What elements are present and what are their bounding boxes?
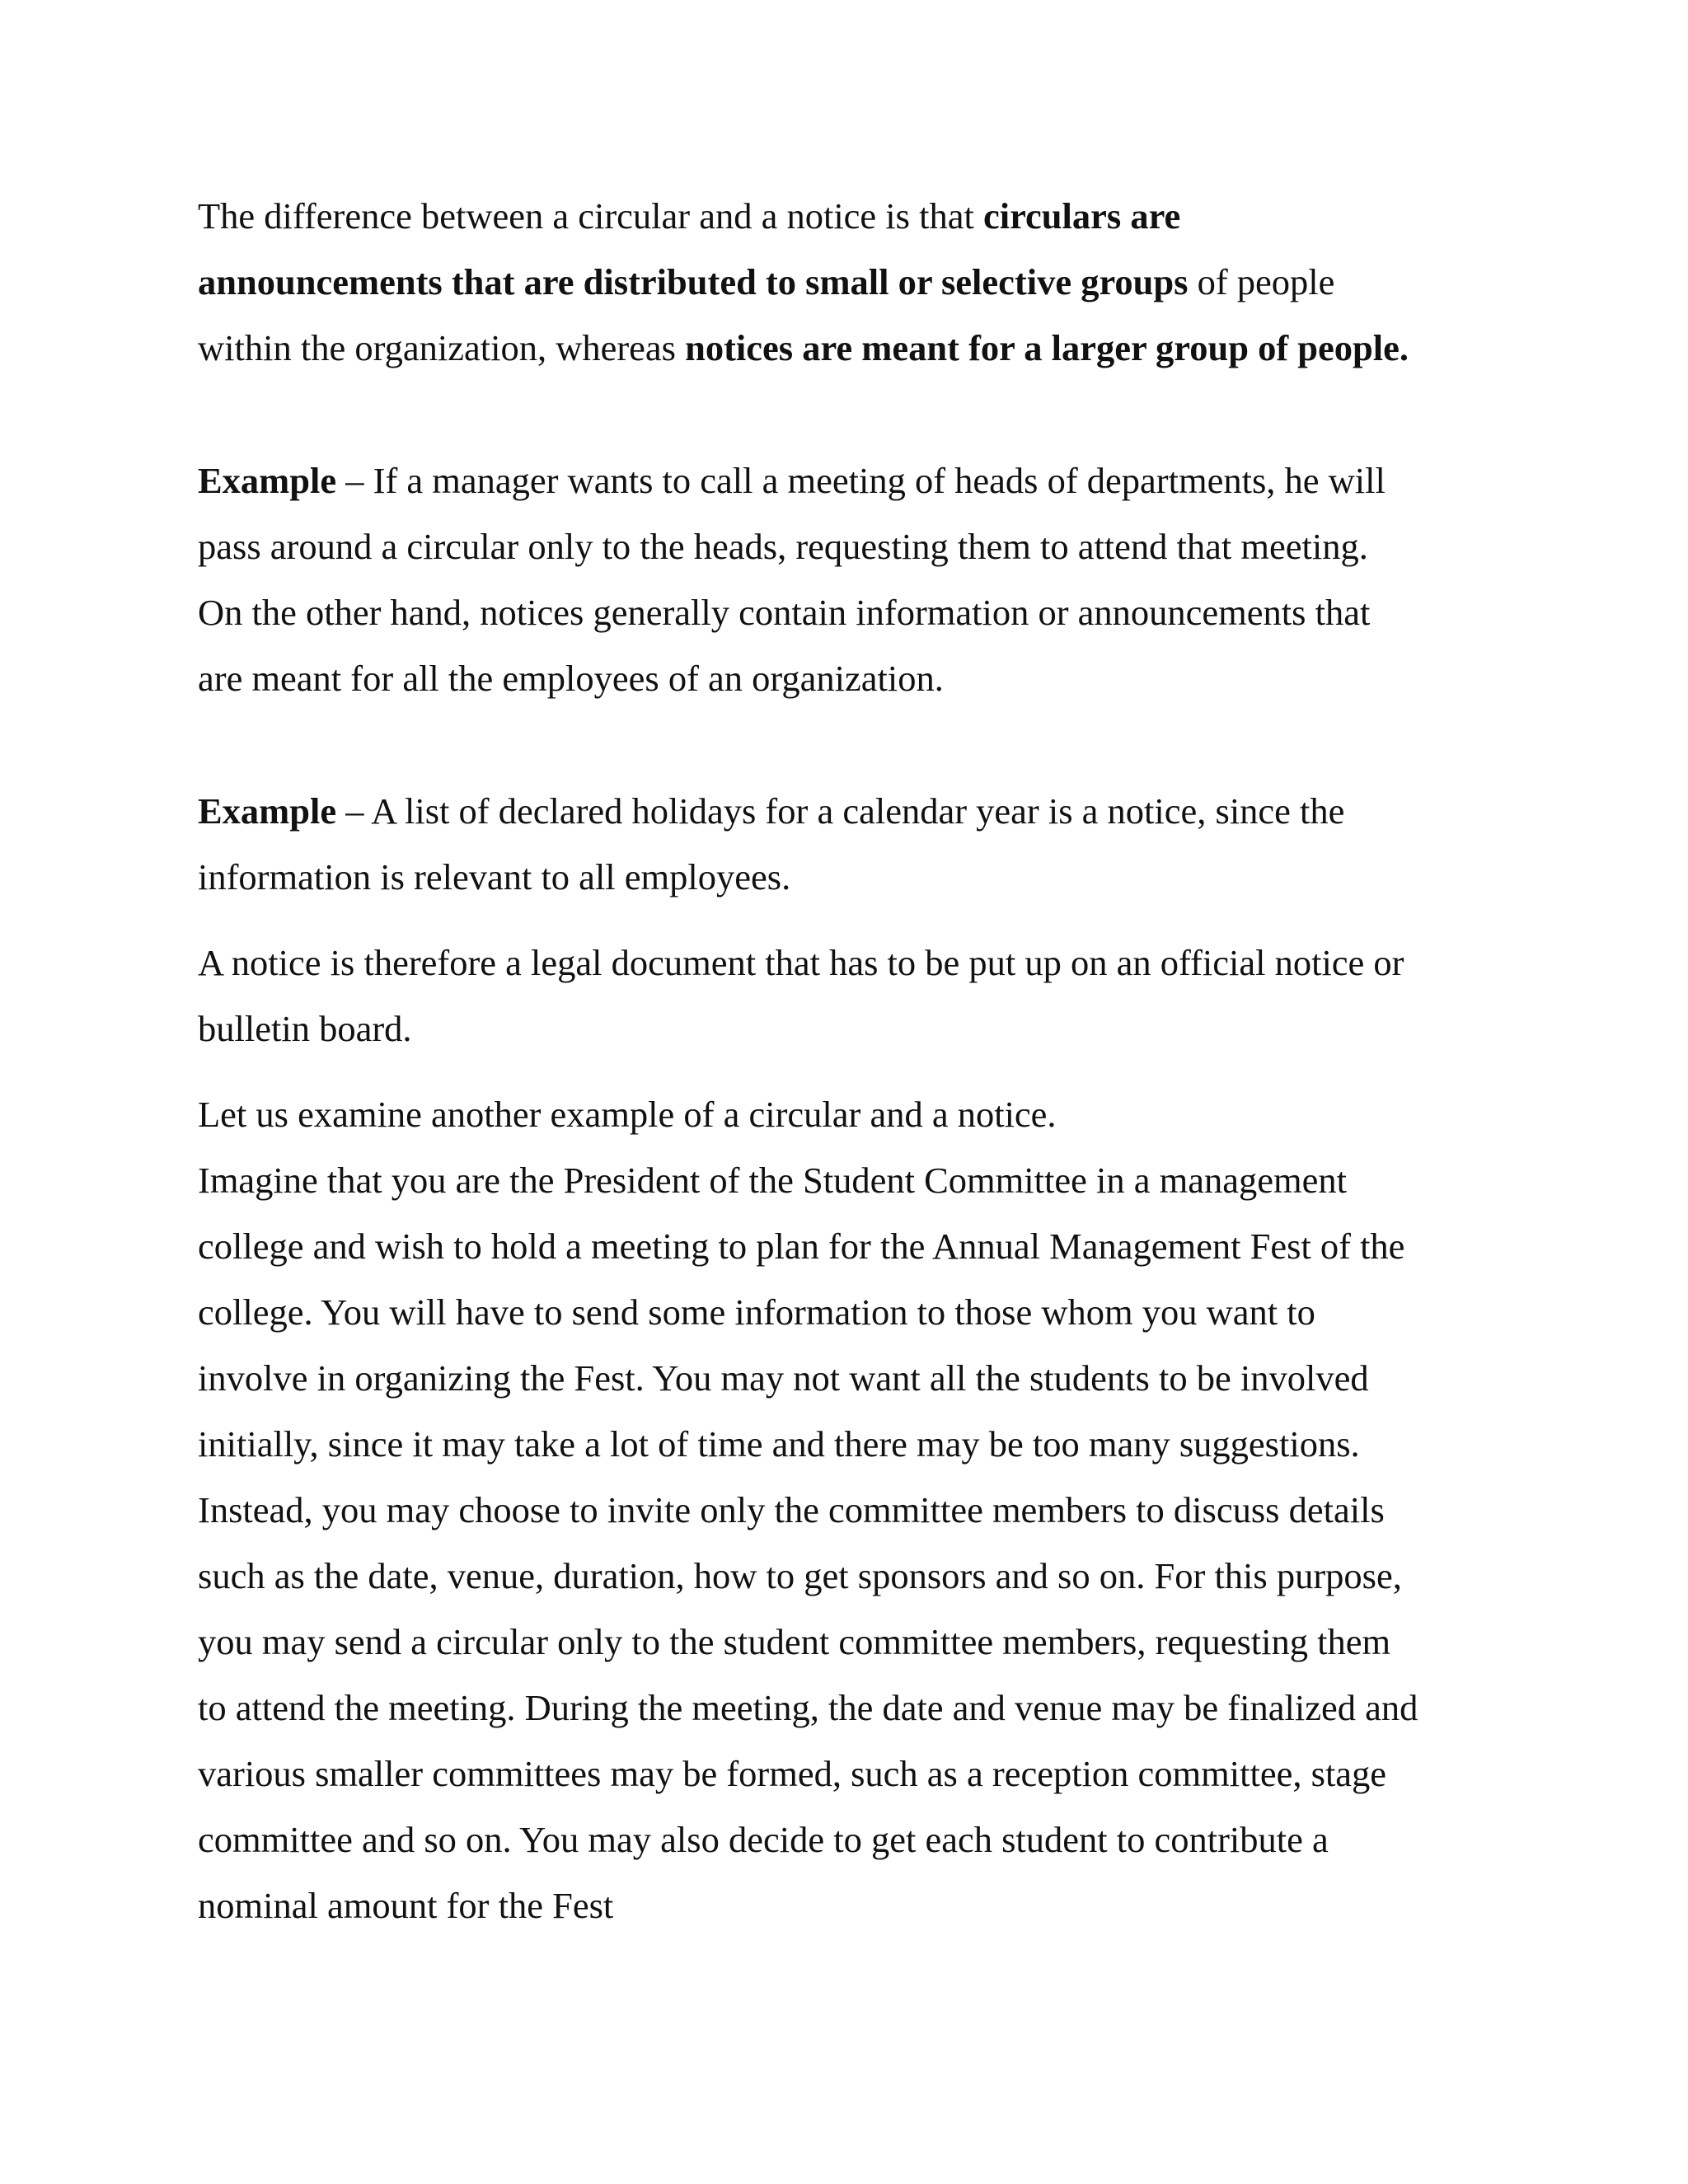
text-line: nominal amount for the Fest <box>198 1885 614 1926</box>
paragraph-definition <box>198 183 1517 381</box>
text-line: pass around a circular only to the heads, requesting them to attend that meeting. <box>198 526 1368 567</box>
text-line: various smaller committees may be formed, such as a reception committee, stage <box>198 1753 1387 1794</box>
example-label: Example <box>198 460 337 501</box>
text-line: initially, since it may take a lot of time and there may be too many suggestions. <box>198 1423 1360 1465</box>
text-line: Example – A list of declared holidays for a calendar year is a notice, since the <box>198 790 1345 832</box>
text-line: Let us examine another example of a circular and a notice. <box>198 1094 1057 1135</box>
text-line: Instead, you may choose to invite only the committee members to discuss details <box>198 1489 1385 1530</box>
paragraph-example-circular <box>198 448 1517 711</box>
paragraph-fest-example <box>198 1081 1517 1938</box>
text-line: college and wish to hold a meeting to plan for the Annual Management Fest of the <box>198 1226 1405 1267</box>
paragraph-legal-document <box>198 930 1517 1062</box>
text-line: college. You will have to send some information to those whom you want to <box>198 1291 1315 1333</box>
text-line: you may send a circular only to the student committee members, requesting them <box>198 1621 1391 1662</box>
text-line: announcements that are distributed to small or selective groups of people <box>198 261 1335 302</box>
paragraph-gap <box>198 381 1517 448</box>
text-line: committee and so on. You may also decide to get each student to contribute a <box>198 1819 1329 1860</box>
bold-phrase: announcements that are distributed to small or selective groups <box>198 261 1189 302</box>
text-line: A notice is therefore a legal document that has to be put up on an official notice or <box>198 942 1404 983</box>
text-line: within the organization, whereas notices are meant for a larger group of people. <box>198 327 1409 368</box>
text-line: to attend the meeting. During the meeting, the date and venue may be finalized and <box>198 1687 1418 1728</box>
example-label: Example <box>198 790 337 832</box>
paragraph-gap <box>198 910 1517 930</box>
text-line: information is relevant to all employees. <box>198 856 791 898</box>
text-line: Imagine that you are the President of the Student Committee in a management <box>198 1160 1347 1201</box>
text-line: Example – If a manager wants to call a meeting of heads of departments, he will <box>198 460 1386 501</box>
text-line: involve in organizing the Fest. You may not want all the students to be involved <box>198 1357 1369 1399</box>
text-line: On the other hand, notices generally contain information or announcements that <box>198 592 1371 633</box>
paragraph-example-notice <box>198 778 1517 910</box>
bold-phrase: notices are meant for a larger group of people. <box>685 327 1409 368</box>
text-line: bulletin board. <box>198 1008 412 1049</box>
paragraph-gap <box>198 711 1517 778</box>
text-line: are meant for all the employees of an organization. <box>198 658 944 699</box>
paragraph-gap <box>198 1062 1517 1081</box>
text-line: such as the date, venue, duration, how to get sponsors and so on. For this purpose, <box>198 1555 1402 1596</box>
document-body <box>198 183 1517 1938</box>
text-line: The difference between a circular and a notice is that circulars are <box>198 195 1181 237</box>
bold-phrase: circulars are <box>982 195 1181 237</box>
